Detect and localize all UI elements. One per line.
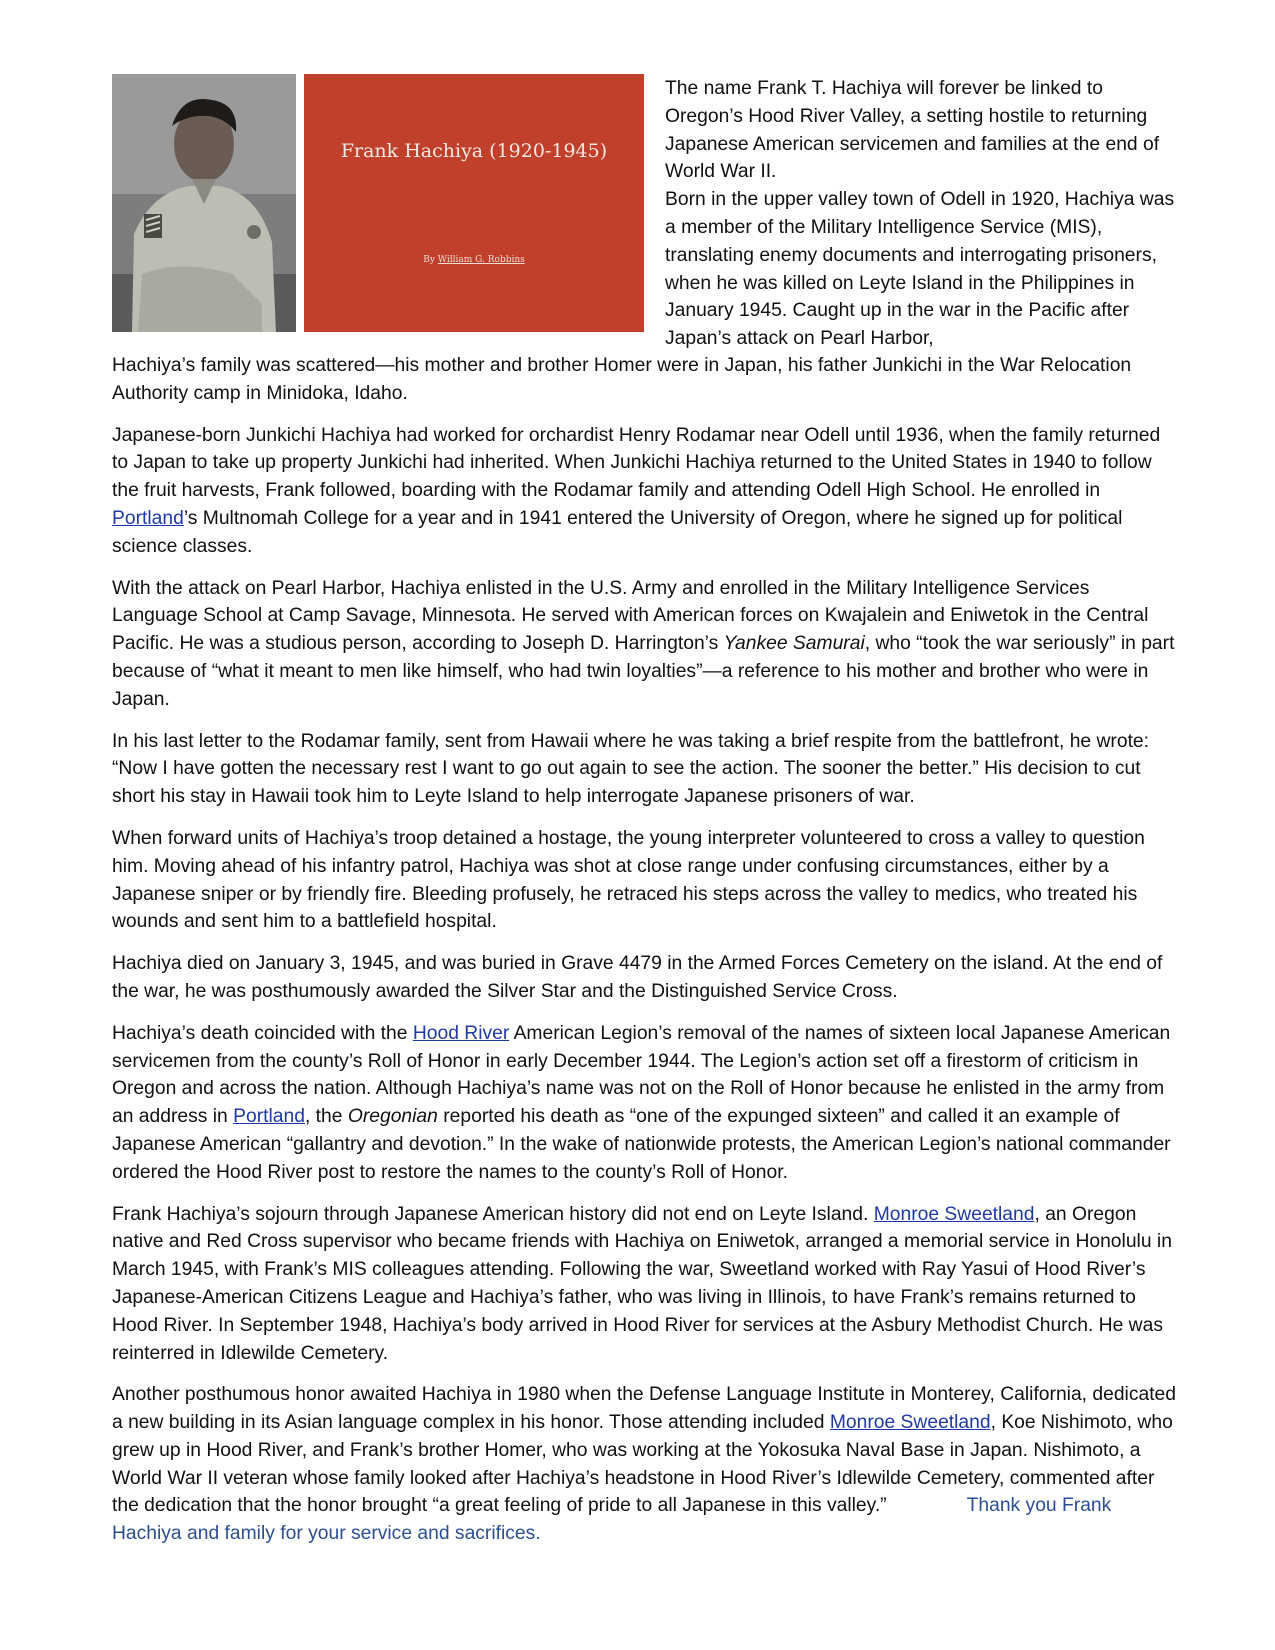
paragraph-posthumous-honor: Another posthumous honor awaited Hachiya in 1980 when the Defense Language Institute in Monterey, California, dedicated a new building in its Asian language complex in his honor. Those attending included Monroe Sweetland, Koe Nishimoto, who grew up in Hood River, and Frank’s brother Homer, who was working at the Yokosuka Naval Base in Japan. Nishimoto, a World War II veteran whose family looked after Hachiya’s headstone in Hood River’s Idlewilde Cemetery, commented after the dedication that the honor brought “a great feeling of pride to all Japanese in this valley.” Thank you Frank Hachiya and family for your service and sacrifices. [112, 1384, 1177, 1545]
paragraph-last-letter: In his last letter to the Rodamar family, sent from Hawaii where he was taking a brief respite from the battlefront, he wrote: “Now I have gotten the necessary rest I want to go out again to see the action. The sooner the better.” His decision to cut short his stay in Hawaii took him to Leyte Island to help interrogate Japanese prisoners of war. [112, 730, 1150, 808]
paragraph-family-scattered: Hachiya’s family was scattered—his mother and brother Homer were in Japan, his father Junkichi in the War Relocation Authority camp in Minidoka, Idaho. [112, 355, 1132, 404]
thank-you-note: Thank you Frank Hachiya and family for your service and sacrifices. [112, 1495, 1112, 1545]
intro-paragraph-1: The name Frank T. Hachiya will forever be linked to Oregon’s Hood River Valley, a setting hostile to returning Japanese American servicemen and families at the end of World War II. [665, 78, 1160, 183]
intro-paragraph-2: Born in the upper valley town of Odell in 1920, Hachiya was a member of the Military Intelligence Service (MIS), translating enemy documents and interrogating prisoners, when he was killed on Leyte Island in the Philippines in January 1945. Caught up in the war in the Pacific after Japan’s attack on Pearl Harbor, [665, 189, 1175, 350]
byline-prefix: By [423, 255, 438, 265]
newspaper-title-oregonian: Oregonian [347, 1106, 438, 1128]
portland-link[interactable]: Portland [112, 507, 184, 529]
cover-title: Frank Hachiya (1920-1945) [340, 140, 608, 162]
portrait-photo [112, 74, 296, 332]
portland-link-2[interactable]: Portland [233, 1106, 305, 1128]
hood-river-link[interactable]: Hood River [412, 1022, 510, 1044]
book-title-yankee-samurai: Yankee Samurai [723, 633, 865, 655]
paragraph-death: Hachiya died on January 3, 1945, and was buried in Grave 4479 in the Armed Forces Cemetery on the island. At the end of the war, he was posthumously awarded the Silver Star and the Distinguished Service Cross. [112, 953, 1163, 1002]
soldier-portrait-image [112, 74, 296, 332]
monroe-sweetland-link[interactable]: Monroe Sweetland [873, 1203, 1035, 1225]
byline-author-link[interactable]: William G. Robbins [437, 255, 525, 265]
article-body [112, 352, 1180, 1562]
cover-byline [304, 255, 644, 265]
paragraph-sojourn: Frank Hachiya’s sojourn through Japanese American history did not end on Leyte Island. Monroe Sweetland, an Oregon native and Red Cross supervisor who became friends with Hachiya on Eniwetok, arranged a memorial service in Honolulu in March 1945, with Frank’s MIS colleagues attending. Following the war, Sweetland worked with Ray Yasui of Hood River’s Japanese-American Citizens League and Hachiya’s father, who was living in Illinois, to have Frank’s remains returned to Hood River. In September 1948, Hachiya’s body arrived in Hood River for services at the Asbury Methodist Church. He was reinterred in Idlewilde Cemetery. [112, 1203, 1172, 1364]
monroe-sweetland-link-2[interactable]: Monroe Sweetland [829, 1412, 991, 1434]
paragraph-enlisted: With the attack on Pearl Harbor, Hachiya enlisted in the U.S. Army and enrolled in the Military Intelligence Services Language School at Camp Savage, Minnesota. He served with American forces on Kwajalein and Eniwetok in the Central Pacific. He was a studious person, according to Joseph D. Harrington’s Yankee Samurai, who “took the war seriously” in part because of “what it meant to men like himself, who had twin loyalties”—a reference to his mother and brother who were in Japan. [112, 577, 1175, 710]
paragraph-junkichi: Japanese-born Junkichi Hachiya had worked for orchardist Henry Rodamar near Odell until 1936, when the family returned to Japan to take up property Junkichi had inherited. When Junkichi Hachiya returned to the United States in 1940 to follow the fruit harvests, Frank followed, boarding with the Rodamar family and attending Odell High School. He enrolled in Portland’s Multnomah College for a year and in 1941 entered the University of Oregon, where he signed up for political science classes. [112, 424, 1161, 557]
intro-text [665, 75, 1180, 353]
paragraph-roll-of-honor: Hachiya’s death coincided with the Hood River American Legion’s removal of the names of sixteen local Japanese American servicemen from the county’s Roll of Honor in early December 1944. The Legion’s action set off a firestorm of criticism in Oregon and across the nation. Although Hachiya’s name was not on the Roll of Honor because he enlisted in the army from an address in Portland, the Oregonian reported his death as “one of the expunged sixteen” and called it an example of Japanese American “gallantry and devotion.” In the wake of nationwide protests, the American Legion’s national commander ordered the Hood River post to restore the names to the county’s Roll of Honor. [112, 1022, 1171, 1183]
book-cover [304, 74, 644, 332]
paragraph-hostage: When forward units of Hachiya’s troop detained a hostage, the young interpreter volunteered to cross a valley to question him. Moving ahead of his infantry patrol, Hachiya was shot at close range under confusing circumstances, either by a Japanese sniper or by friendly fire. Bleeding profusely, he retraced his steps across the valley to medics, who treated his wounds and sent him to a battlefield hospital. [112, 827, 1145, 933]
